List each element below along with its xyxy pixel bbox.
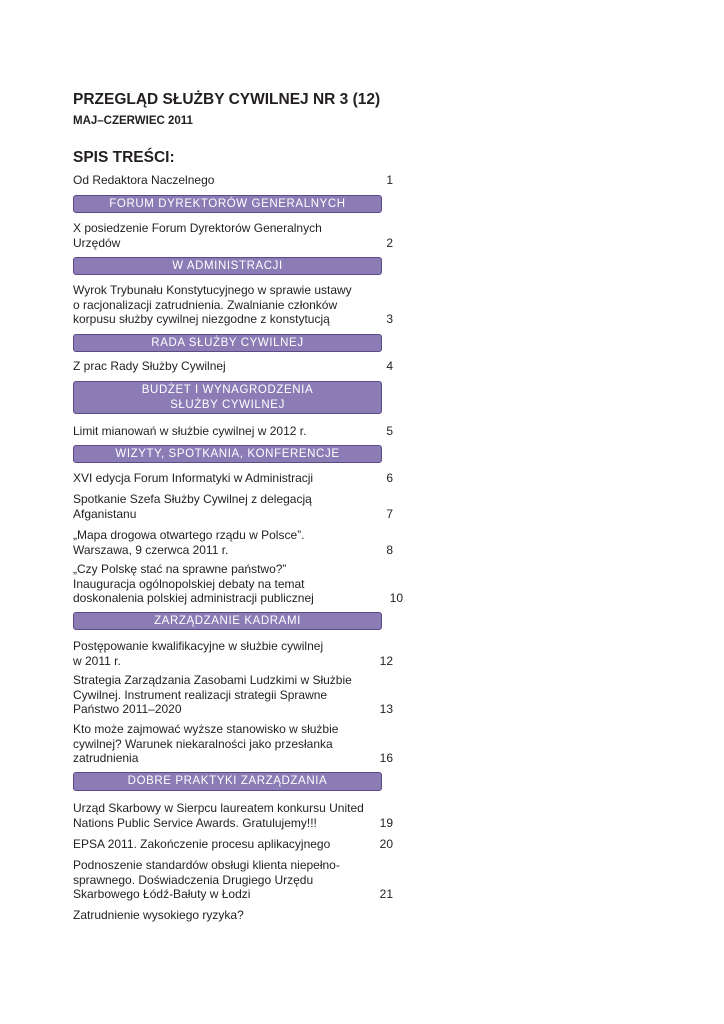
toc-entry-line: „Mapa drogowa otwartego rządu w Polsce”. — [73, 528, 305, 542]
toc-page-number: 2 — [386, 235, 393, 250]
toc-entry-line: Inauguracja ogólnopolskiej debaty na temat — [73, 576, 305, 591]
section-label: DOBRE PRAKTYKI ZARZĄDZANIA — [127, 775, 328, 787]
section-label: SŁUŻBY CYWILNEJ — [170, 399, 285, 411]
toc-entry[interactable] — [73, 492, 393, 521]
toc-entry[interactable] — [73, 858, 393, 902]
section-bar — [73, 334, 382, 352]
toc-entry-line: doskonalenia polskiej administracji publicznej — [73, 591, 314, 605]
toc-page-number: 13 — [379, 702, 393, 716]
toc-entry-line: korpusu służby cywilnej niezgodne z konstytucją — [73, 312, 330, 326]
toc-page-number: 7 — [386, 506, 393, 521]
toc-entry[interactable] — [73, 424, 393, 439]
toc-entry-line: Warszawa, 9 czerwca 2011 r. — [73, 542, 229, 557]
section-bar — [73, 772, 382, 791]
toc-entry-line: Od Redaktora Naczelnego — [73, 173, 215, 187]
toc-entry-line: Urzędów — [73, 235, 121, 250]
toc-entry[interactable] — [73, 722, 393, 766]
toc-entry[interactable] — [73, 562, 403, 606]
toc-entry-line: cywilnej? Warunek niekaralności jako przesłanka — [73, 736, 333, 751]
toc-entry-line: w 2011 r. — [73, 653, 121, 668]
toc-entry[interactable] — [73, 639, 393, 668]
toc-entry-line: „Czy Polskę stać na sprawne państwo?” — [73, 562, 287, 576]
toc-entry[interactable] — [73, 908, 393, 923]
toc-page-number: 10 — [389, 591, 403, 605]
toc-entry[interactable] — [73, 801, 393, 830]
toc-entry[interactable] — [73, 283, 393, 327]
toc-entry-line: sprawnego. Doświadczenia Drugiego Urzędu — [73, 872, 314, 887]
toc-page-number: 6 — [386, 471, 393, 485]
toc-entry-line: XVI edycja Forum Informatyki w Administracji — [73, 471, 314, 485]
toc-entry-line: Podnoszenie standardów obsługi klienta niepełno- — [73, 858, 340, 872]
toc-entry[interactable] — [73, 673, 393, 717]
toc-entry-line: Limit mianowań w służbie cywilnej w 2012 r. — [73, 424, 307, 438]
toc-entry[interactable] — [73, 173, 393, 188]
toc-page-number: 3 — [386, 312, 393, 326]
toc-page-number: 4 — [386, 359, 393, 373]
section-bar — [73, 257, 382, 275]
toc-entry[interactable] — [73, 528, 393, 557]
toc-page-number: 5 — [386, 424, 393, 438]
section-label: ZARZĄDZANIE KADRAMI — [154, 615, 301, 627]
toc-page-number: 8 — [386, 542, 393, 557]
section-label: WIZYTY, SPOTKANIA, KONFERENCJE — [115, 448, 340, 460]
toc-entry-line: Spotkanie Szefa Służby Cywilnej z delegacją — [73, 492, 312, 506]
toc-entry-line: o racjonalizacji zatrudnienia. Zwalnianie członków — [73, 297, 338, 312]
toc-entry[interactable] — [73, 359, 393, 374]
toc-entry-line: Zatrudnienie wysokiego ryzyka? — [73, 908, 244, 922]
toc-heading: SPIS TREŚCI: — [73, 149, 175, 166]
section-label: FORUM DYREKTORÓW GENERALNYCH — [109, 198, 346, 210]
toc-page-number: 12 — [379, 653, 393, 668]
toc-entry-line: Afganistanu — [73, 506, 137, 521]
toc-entry-line: EPSA 2011. Zakończenie procesu aplikacyjnego — [73, 837, 331, 851]
section-bar — [73, 195, 382, 213]
toc-entry-line: Skarbowego Łódź-Bałuty w Łodzi — [73, 887, 251, 901]
toc-entry-line: Nations Public Service Awards. Gratulujemy!!! — [73, 815, 317, 830]
toc-entry-line: Kto może zajmować wyższe stanowisko w służbie — [73, 722, 339, 736]
toc-page-number: 20 — [379, 837, 393, 851]
toc-page-number: 19 — [379, 815, 393, 830]
toc-page-number: 1 — [386, 173, 393, 187]
publication-title: PRZEGLĄD SŁUŻBY CYWILNEJ NR 3 (12) — [73, 91, 381, 108]
toc-entry[interactable] — [73, 471, 393, 486]
section-bar — [73, 381, 382, 414]
toc-entry-line: Państwo 2011–2020 — [73, 702, 182, 716]
toc-entry-line: Postępowanie kwalifikacyjne w służbie cywilnej — [73, 639, 324, 653]
toc-entry-line: Cywilnej. Instrument realizacji strategii Sprawne — [73, 687, 328, 702]
toc-entry[interactable] — [73, 837, 393, 852]
section-bar — [73, 612, 382, 630]
section-label: W ADMINISTRACJI — [172, 260, 283, 272]
issue-date: MAJ–CZERWIEC 2011 — [73, 115, 193, 127]
toc-entry-line: X posiedzenie Forum Dyrektorów Generalnych — [73, 221, 322, 235]
toc-entry-line: Urząd Skarbowy w Sierpcu laureatem konkursu United — [73, 801, 364, 815]
toc-entry-line: zatrudnienia — [73, 751, 139, 765]
toc-entry[interactable] — [73, 221, 393, 250]
toc-page-number: 21 — [379, 887, 393, 901]
toc-page-number: 16 — [379, 751, 393, 765]
section-label: BUDŻET I WYNAGRODZENIA — [141, 384, 314, 396]
section-bar — [73, 445, 382, 463]
toc-entry-line: Strategia Zarządzania Zasobami Ludzkimi w Służbie — [73, 673, 352, 687]
toc-entry-line: Wyrok Trybunału Konstytucyjnego w sprawie ustawy — [73, 283, 352, 297]
section-label: RADA SŁUŻBY CYWILNEJ — [151, 337, 304, 349]
toc-entry-line: Z prac Rady Służby Cywilnej — [73, 359, 226, 373]
